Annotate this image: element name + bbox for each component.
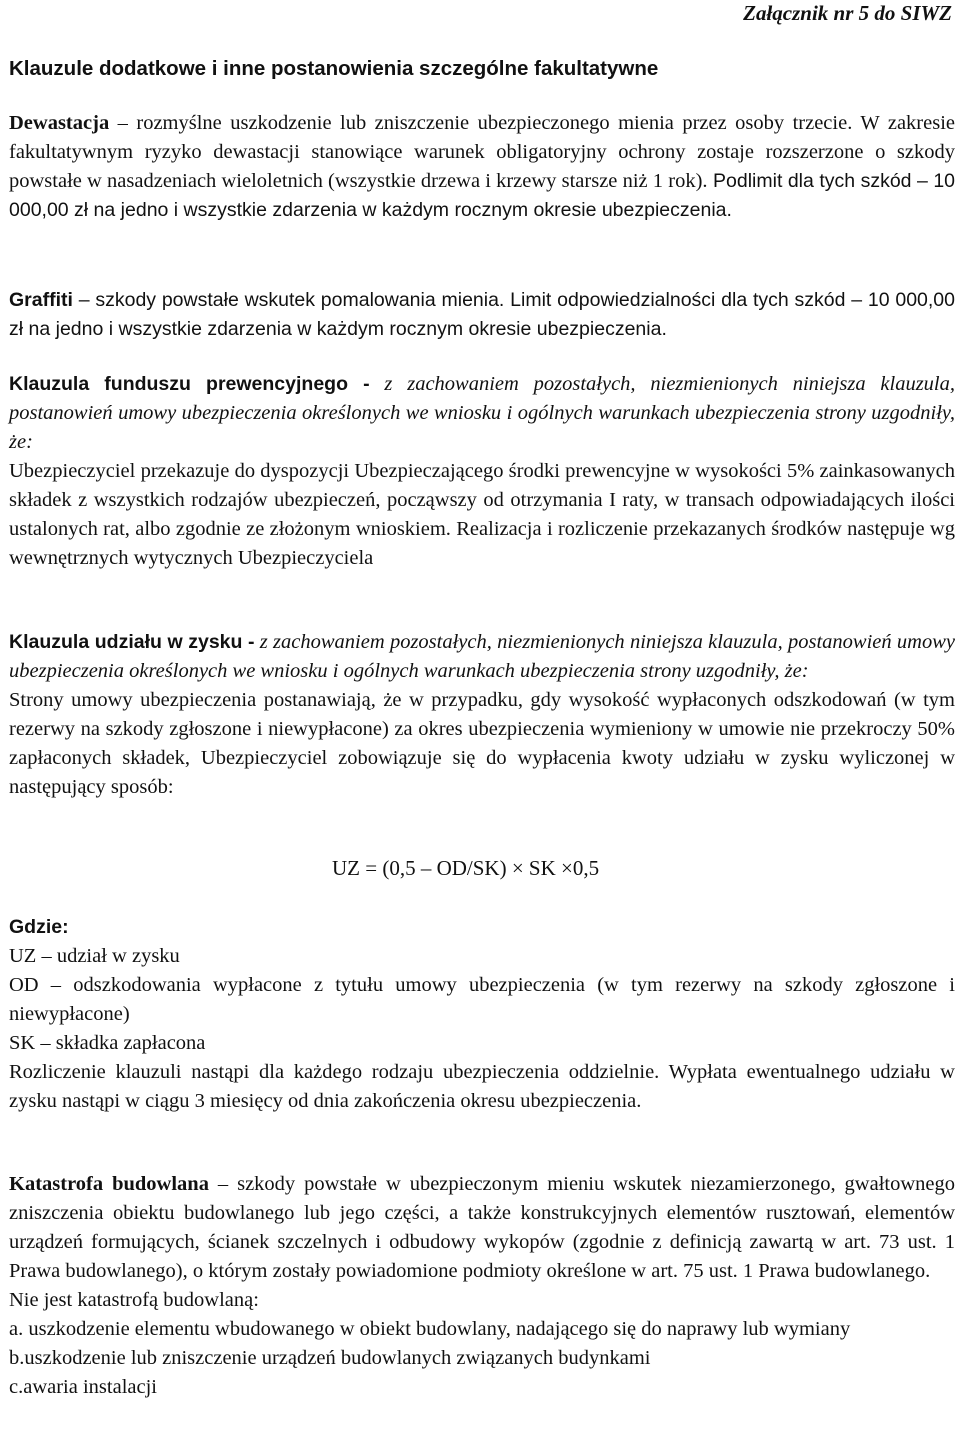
def-sk: SK – składka zapłacona	[9, 1032, 206, 1054]
settlement-text: Rozliczenie klauzuli nastąpi dla każdego rodzaju ubezpieczenia oddzielnie. Wypłata ewentualnego udziału w zysku nastąpi w ciągu 3 miesięcy od dnia zakończenia okresu ubezpieczenia.	[9, 1061, 955, 1112]
term-udzial: Klauzula udziału w zysku -	[9, 631, 255, 653]
list-item-b: b.uszkodzenie lub zniszczenie urządzeń budowlanych związanych budynkami	[9, 1347, 651, 1369]
katastrofa-text: – szkody powstałe w ubezpieczonym mieniu wskutek niezamierzonego, gwałtownego zniszczenia obiektu budowlanego lub jego części, a także konstrukcyjnych elementów rusztowań, elementów urządzeń formujących, ścianek szczelnych i odbudowy wykopów (zgodnie z definicją zawartą w art. 73 ust. 1 Prawa budowlanego), o którym zostały powiadomione podmioty określone w art. 75 ust. 1 Prawa budowlanego.	[9, 1173, 955, 1282]
dash: –	[109, 112, 137, 134]
dewastacja-text: rozmyślne uszkodzenie lub zniszczenie ubezpieczonego mienia przez osoby trzecie. W zakresie fakultatywnym ryzyko dewastacji stanowiące warunek obligatoryjny ochrony zostaje rozszerzone o szkody powstałe w nasadzeniach wieloletnich (wszystkie drzewa i krzewy starsze niż 1 rok).	[9, 112, 955, 192]
term-dewastacja: Dewastacja	[9, 112, 110, 134]
dewastacja-sublimit: Podlimit dla tych szkód – 10 000,00 zł na jedno i wszystkie zdarzenia w każdym rocznym okresie ubezpieczenia.	[9, 170, 956, 221]
def-uz: UZ – udział w zysku	[9, 945, 180, 967]
term-katastrofa: Katastrofa budowlana	[9, 1173, 209, 1195]
fundusz-intro: z zachowaniem pozostałych, niezmienionych niniejsza klauzula, postanowień umowy ubezpieczenia określonych we wniosku i ogólnych warunkach ubezpieczenia strony uzgodniły, że:	[9, 373, 955, 453]
graffiti-text: – szkody powstałe wskutek pomalowania mienia. Limit odpowiedzialności dla tych szkód – 10 000,00 zł na jedno i wszystkie zdarzenia w każdym rocznym okresie ubezpieczenia.	[9, 289, 955, 340]
section-katastrofa	[9, 1170, 955, 1402]
list-item-c: c.awaria instalacji	[9, 1376, 157, 1398]
profit-share-formula: UZ = (0,5 – OD/SK) × SK ×0,5	[332, 856, 600, 880]
annex-label: Załącznik nr 5 do SIWZ	[743, 1, 952, 25]
list-item-a: a. uszkodzenie elementu wbudowanego w obiekt budowlany, nadającego się do naprawy lub wymiany	[9, 1318, 851, 1340]
section-fundusz-prewencyjny	[9, 370, 955, 573]
where-label: Gdzie:	[9, 916, 69, 938]
section-udzial-w-zysku	[9, 628, 955, 802]
fundusz-body: Ubezpieczyciel przekazuje do dyspozycji Ubezpieczającego środki prewencyjne w wysokości 5% zainkasowanych składek z wszystkich rodzajów ubezpieczeń, począwszy od otrzymania I raty, w transach odpowiadających ilości ustalonych rat, albo zgodnie ze złożonym wnioskiem. Realizacja i rozliczenie przekazanych środków następuje wg wewnętrznych wytycznych Ubezpieczyciela	[9, 460, 955, 569]
document-title: Klauzule dodatkowe i inne postanowienia szczególne fakultatywne	[9, 57, 659, 80]
term-graffiti: Graffiti	[9, 289, 73, 311]
term-fundusz: Klauzula funduszu prewencyjnego -	[9, 373, 370, 395]
formula-definitions	[9, 913, 955, 1116]
udzial-body: Strony umowy ubezpieczenia postanawiają, że w przypadku, gdy wysokość wypłaconych odszkodowań (w tym rezerwy na szkody zgłoszone i niewypłacone) za okres ubezpieczenia wymieniony w umowie nie przekroczy 50% zapłaconych składek, Ubezpieczyciel zobowiązuje się do wypłacenia kwoty udziału w zysku wyliczonej w następujący sposób:	[9, 689, 955, 798]
not-catastrophe-label: Nie jest katastrofą budowlaną:	[9, 1289, 259, 1311]
def-od: OD – odszkodowania wypłacone z tytułu umowy ubezpieczenia (w tym rezerwy na szkody zgłoszone i niewypłacone)	[9, 974, 955, 1025]
udzial-intro: z zachowaniem pozostałych, niezmienionych niniejsza klauzula, postanowień umowy ubezpieczenia określonych we wniosku i ogólnych warunkach ubezpieczenia strony uzgodniły, że:	[9, 631, 955, 682]
section-dewastacja	[9, 109, 955, 225]
section-graffiti	[9, 286, 955, 344]
